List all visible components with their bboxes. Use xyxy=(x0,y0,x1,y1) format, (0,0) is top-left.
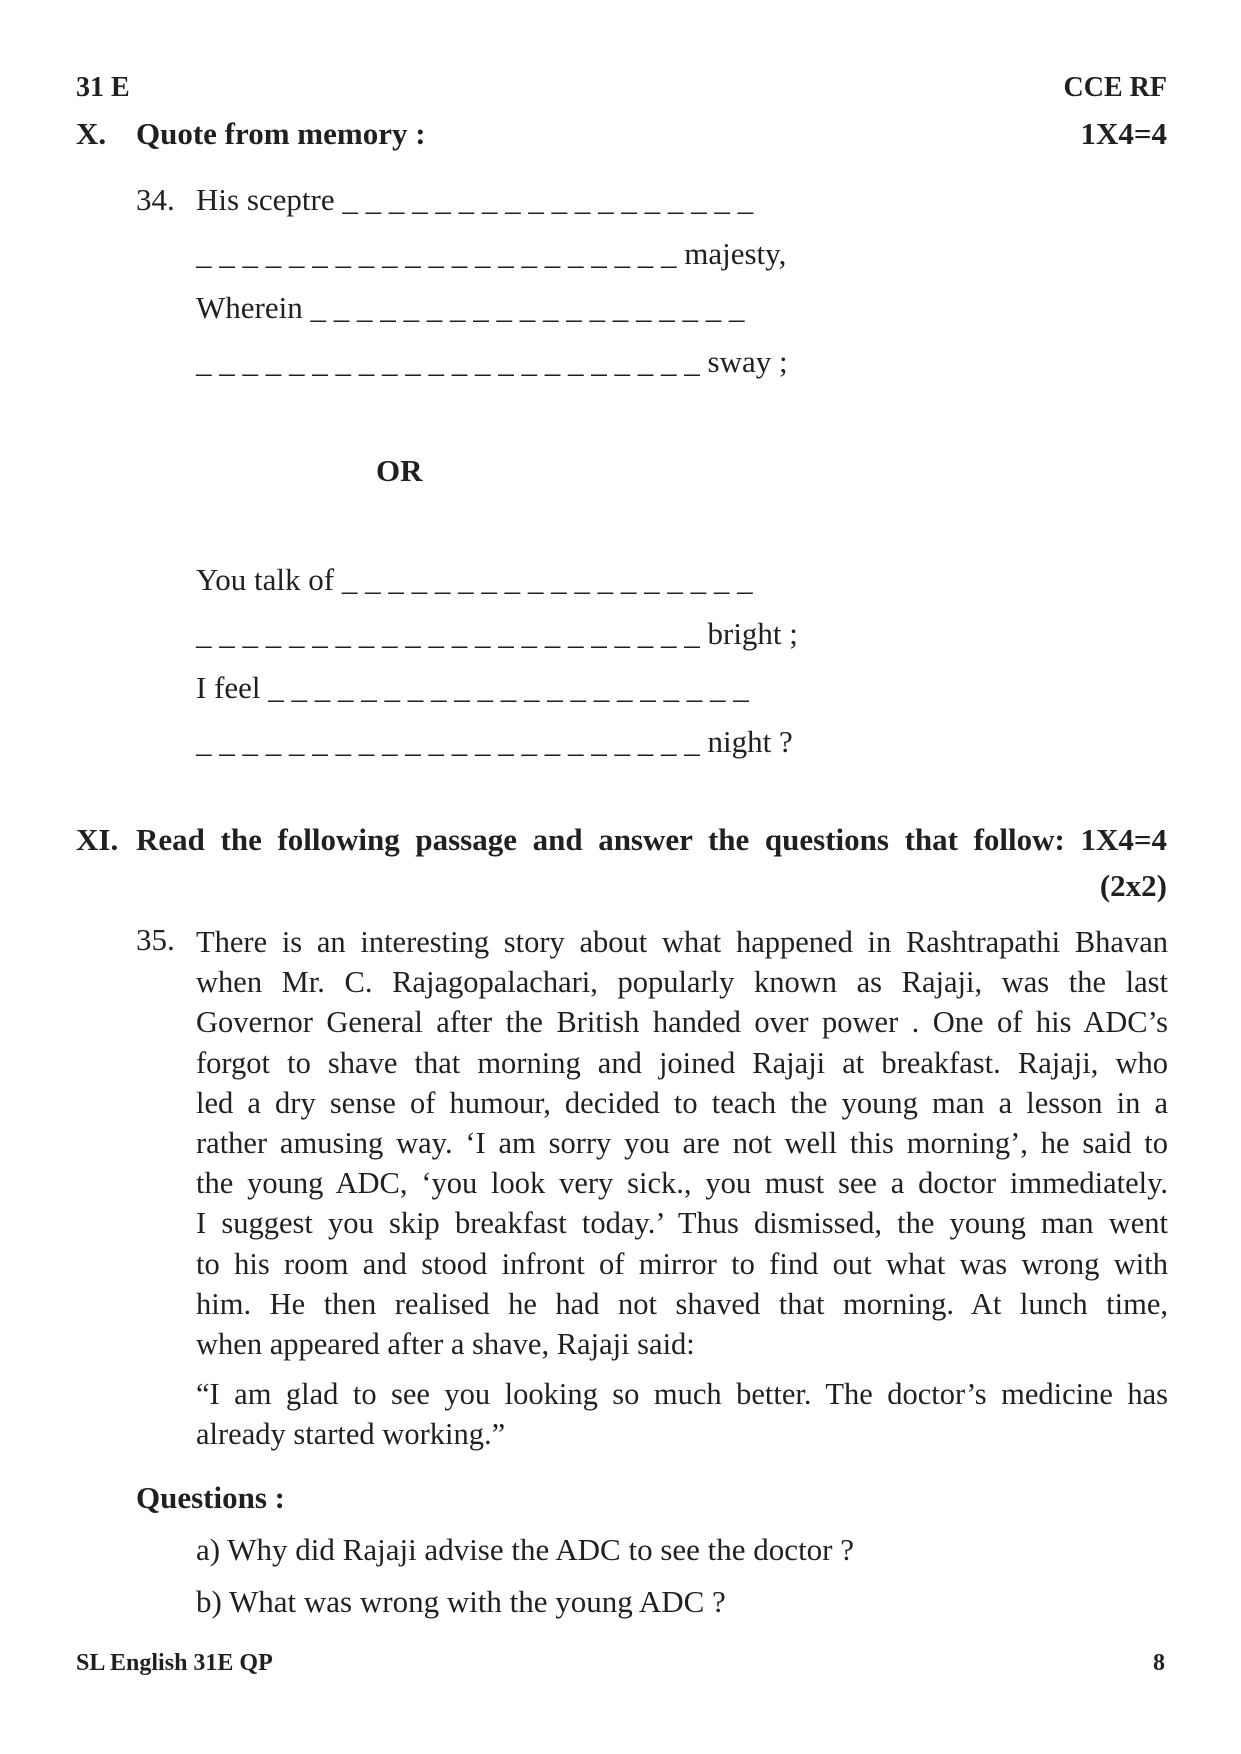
passage-quote xyxy=(196,1374,1168,1454)
poem1-line-1: His sceptre _ _ _ _ _ _ _ _ _ _ _ _ _ _ _ _ _ _ xyxy=(196,182,754,217)
header-series: CCE RF xyxy=(1063,72,1167,103)
poem2-line-2: _ _ _ _ _ _ _ _ _ _ _ _ _ _ _ _ _ _ _ _ _ _ bright ; xyxy=(196,616,798,651)
question-34-number: 34. xyxy=(136,182,175,217)
poem2-line-4: _ _ _ _ _ _ _ _ _ _ _ _ _ _ _ _ _ _ _ _ _ _ night ? xyxy=(196,724,793,759)
passage-line: I suggest you skip breakfast today.’ Thus dismissed, the young man went xyxy=(196,1206,1168,1241)
passage-line: rather amusing way. ‘I am sorry you are not well this morning’, he said to xyxy=(196,1126,1168,1161)
section-x-numeral: X. xyxy=(76,116,107,151)
header-code: 31 E xyxy=(76,72,130,103)
section-xi-sub-marks: (2x2) xyxy=(1099,868,1167,903)
or-divider: OR xyxy=(376,453,423,488)
passage-line: Governor General after the British handed over power . One of his ADC’s xyxy=(196,1005,1168,1040)
passage-line: There is an interesting story about what happened in Rashtrapathi Bhavan xyxy=(196,925,1168,959)
question-35-number: 35. xyxy=(136,922,175,957)
passage-line: when Mr. C. Rajagopalachari, popularly known as Rajaji, was the last xyxy=(196,965,1168,1000)
passage-line: him. He then realised he had not shaved that morning. At lunch time, xyxy=(196,1286,1168,1321)
section-xi-title: Read the following passage and answer the questions that follow: 1X4=4 xyxy=(136,822,1167,857)
passage xyxy=(196,922,1168,1364)
question-a: a) Why did Rajaji advise the ADC to see the doctor ? xyxy=(196,1532,855,1567)
section-x-title: Quote from memory : xyxy=(136,116,426,151)
page-number: 8 xyxy=(1153,1650,1165,1676)
section-xi-numeral: XI. xyxy=(76,822,119,857)
poem1-line-2: _ _ _ _ _ _ _ _ _ _ _ _ _ _ _ _ _ _ _ _ _ majesty, xyxy=(196,236,787,271)
passage-line: to his room and stood infront of mirror to find out what was wrong with xyxy=(196,1246,1168,1281)
passage-line: when appeared after a shave, Rajaji said: xyxy=(196,1327,695,1362)
passage-line: forgot to shave that morning and joined Rajaji at breakfast. Rajaji, who xyxy=(196,1045,1168,1080)
questions-title: Questions : xyxy=(136,1480,285,1515)
poem2-line-1: You talk of _ _ _ _ _ _ _ _ _ _ _ _ _ _ _ _ _ _ xyxy=(196,562,753,597)
poem1-line-4: _ _ _ _ _ _ _ _ _ _ _ _ _ _ _ _ _ _ _ _ _ _ sway ; xyxy=(196,344,788,379)
quote-line: already started working.” xyxy=(196,1417,506,1452)
passage-line: the young ADC, ‘you look very sick., you must see a doctor immediately. xyxy=(196,1166,1168,1201)
quote-line: “I am glad to see you looking so much better. The doctor’s medicine has xyxy=(196,1377,1168,1411)
footer-paper-code: SL English 31E QP xyxy=(76,1650,273,1676)
poem1-line-3: Wherein _ _ _ _ _ _ _ _ _ _ _ _ _ _ _ _ _ _ _ xyxy=(196,290,745,325)
passage-line: led a dry sense of humour, decided to teach the young man a lesson in a xyxy=(196,1085,1168,1120)
section-x-marks: 1X4=4 xyxy=(1080,116,1167,151)
poem2-line-3: I feel _ _ _ _ _ _ _ _ _ _ _ _ _ _ _ _ _ _ _ _ _ xyxy=(196,670,749,705)
question-b: b) What was wrong with the young ADC ? xyxy=(196,1584,726,1619)
